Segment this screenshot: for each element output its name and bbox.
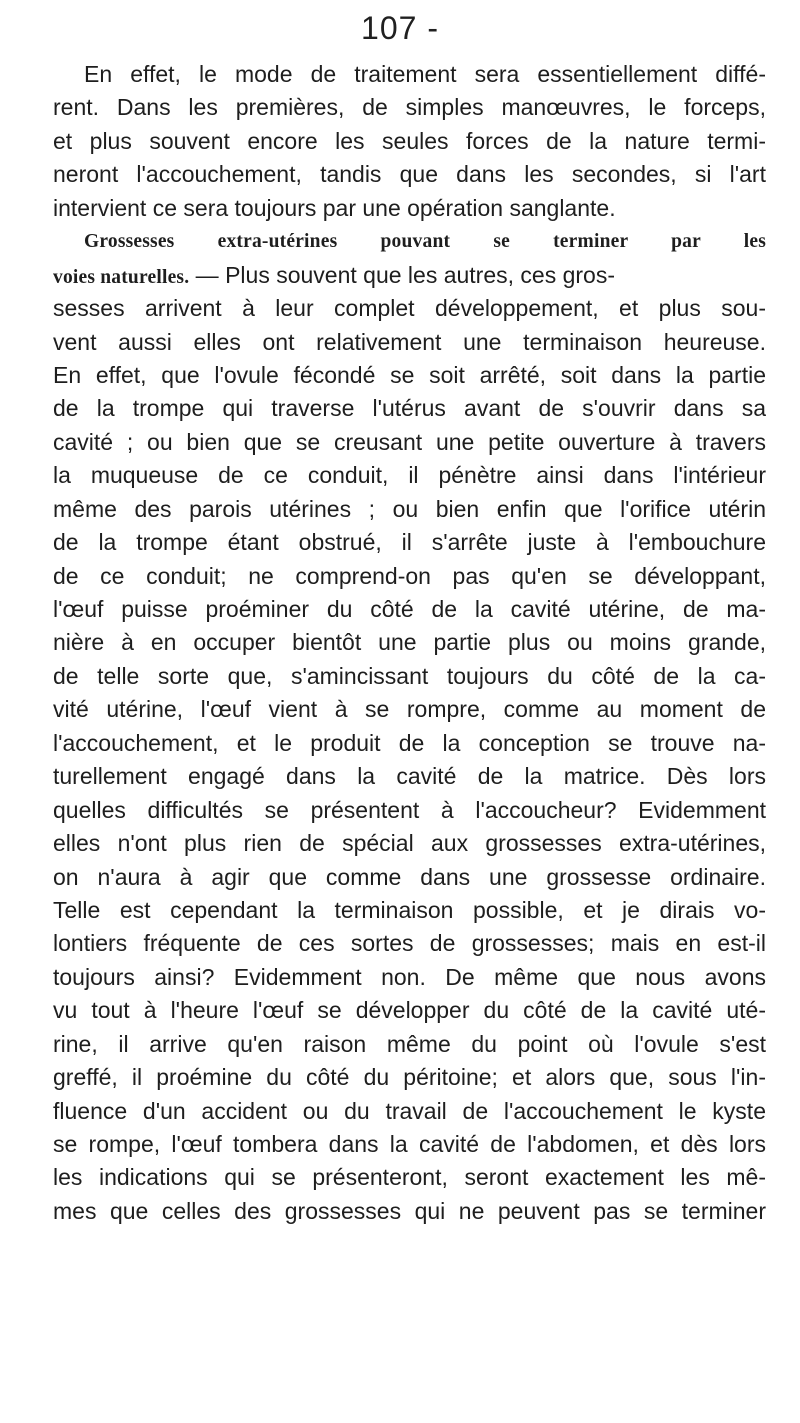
text-line: greffé, il proémine du côté du péritoine; et alors que, sous l'in- (53, 1064, 766, 1091)
text-line: de la trompe qui traverse l'utérus avant de s'ouvrir dans sa (53, 395, 766, 422)
text-line: de telle sorte que, s'amincissant toujours du côté de la ca- (53, 662, 766, 689)
text-line: En effet, le mode de traitement sera essentiellement diffé- (84, 61, 766, 87)
text-line: Telle est cependant la terminaison possible, et je dirais vo- (53, 896, 766, 923)
text-line: elles n'ont plus rien de spécial aux grossesses extra-utérines, (53, 830, 766, 857)
text-line: de ce conduit; ne comprend-on pas qu'en se développant, (53, 562, 766, 589)
text-span: — Plus souvent que les autres, ces gros- (189, 261, 615, 288)
text-line: se rompe, l'œuf tombera dans la cavité de l'abdomen, et dès lors (53, 1131, 766, 1157)
text-line: quelles difficultés se présentent à l'accoucheur? Evidemment (53, 796, 766, 823)
text-line: l'œuf puisse proéminer du côté de la cavité utérine, de ma- (53, 596, 766, 622)
text-line: on n'aura à agir que comme dans une grossesse ordinaire. (53, 863, 766, 890)
text-line: vité utérine, l'œuf vient à se rompre, comme au moment de (53, 696, 766, 723)
text-line: cavité ; ou bien que se creusant une petite ouverture à travers (53, 428, 766, 455)
text-line: fluence d'un accident ou du travail de l'accouchement le kyste (53, 1097, 766, 1124)
text-line: même des parois utérines ; ou bien enfin que l'orifice utérin (53, 495, 766, 522)
body-text (53, 58, 766, 1228)
paragraph-1 (53, 58, 766, 225)
text-line: les indications qui se présenteront, seront exactement les mê- (53, 1164, 766, 1191)
page-number: 107 - (361, 10, 439, 46)
text-line: sesses arrivent à leur complet développement, et plus sou- (53, 295, 766, 322)
text-line: l'accouchement, et le produit de la conception se trouve na- (53, 729, 766, 756)
text-line: mes que celles des grossesses qui ne peuvent pas se terminer (53, 1197, 766, 1224)
section-heading-continuation: voies naturelles. (53, 266, 190, 288)
text-line: intervient ce sera toujours par une opération sanglante. (53, 194, 616, 221)
text-line: nière à en occuper bientôt une partie plus ou moins grande, (53, 629, 766, 656)
text-line: turellement engagé dans la cavité de la matrice. Dès lors (53, 763, 766, 790)
text-line (53, 259, 766, 292)
text-line: la muqueuse de ce conduit, il pénètre ainsi dans l'intérieur (53, 462, 766, 489)
text-line: neront l'accouchement, tandis que dans les secondes, si l'art (53, 161, 766, 188)
text-line: vent aussi elles ont relativement une terminaison heureuse. (53, 328, 766, 355)
paragraph-2 (53, 225, 766, 1228)
section-heading: Grossesses extra-utérines pouvant se terminer par les (84, 231, 766, 253)
text-line: rent. Dans les premières, de simples manœuvres, le forceps, (53, 94, 766, 121)
text-line: vu tout à l'heure l'œuf se développer du côté de la cavité uté- (53, 997, 766, 1024)
text-line: toujours ainsi? Evidemment non. De même que nous avons (53, 963, 766, 990)
text-line: En effet, que l'ovule fécondé se soit arrêté, soit dans la partie (53, 361, 766, 388)
text-line: de la trompe étant obstrué, il s'arrête juste à l'embouchure (53, 529, 766, 556)
text-line: lontiers fréquente de ces sortes de grossesses; mais en est-il (53, 930, 766, 957)
text-line: et plus souvent encore les seules forces de la nature termi- (53, 127, 766, 154)
text-line: rine, il arrive qu'en raison même du point où l'ovule s'est (53, 1030, 766, 1057)
